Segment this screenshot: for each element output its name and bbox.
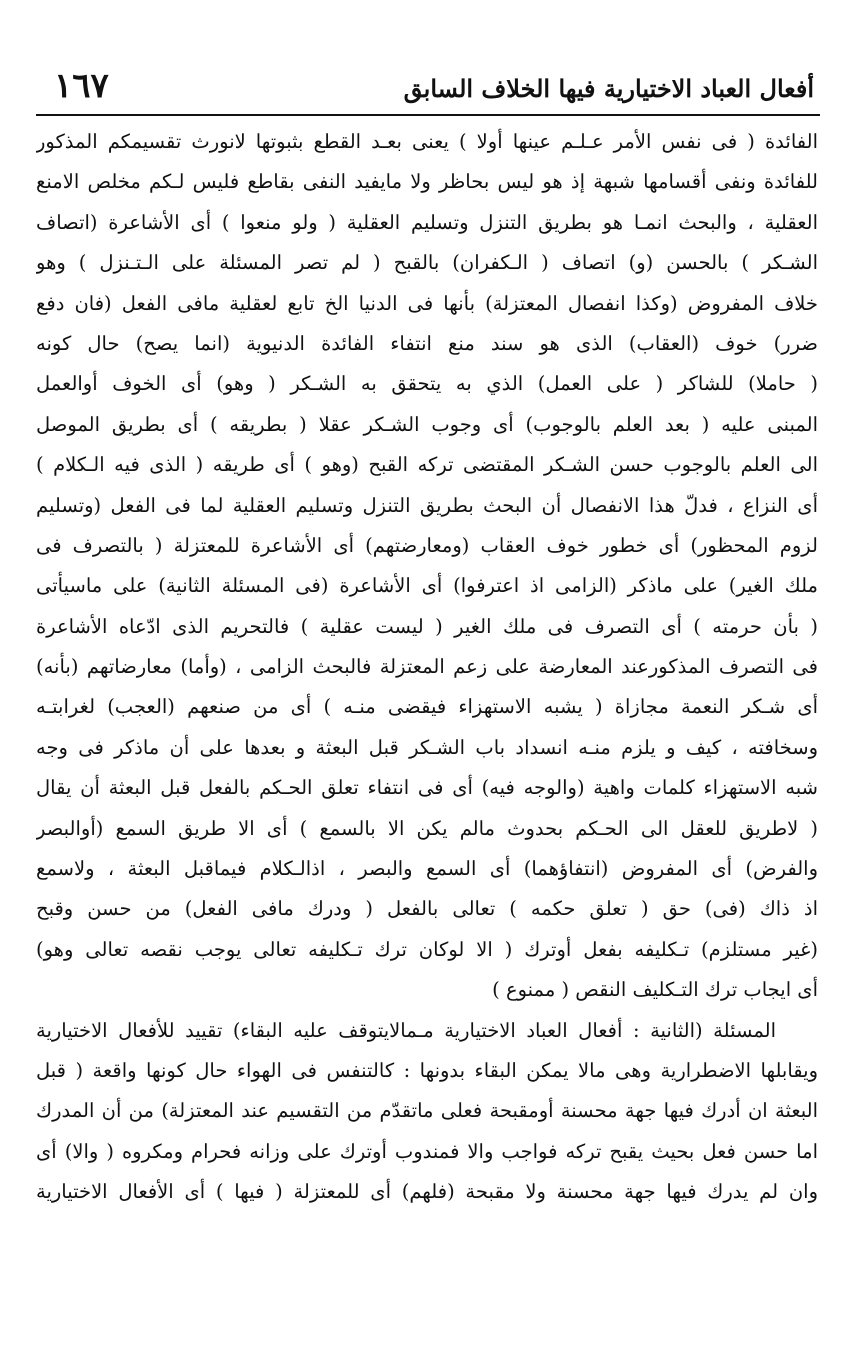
text-line: الى العلم بالوجوب حسن الشـكر المقتضى تركه القبح (وهو ) أى طريقه ( الذى فيه الـكلام ) xyxy=(36,453,818,477)
text-line: ( لاطريق للعقل الى الحـكم بحدوث مالم يكن الا بالسمع ) أى الا طريق السمع (أوالبصر xyxy=(36,816,818,840)
text-line: ويقابلها الاضطرارية وهى مالا يمكن البقاء بدونها : كالتنفس فى الهواء حال كونها واقعة ( قبل xyxy=(36,1058,818,1082)
text-line: لزوم المحظور) أى خطور خوف العقاب (ومعارضتهم) أى الأشاعرة للمعتزلة ( بالتصرف فى xyxy=(36,533,818,557)
text-line: اما حسن فعل بحيث يقبح تركه فواجب والا فمندوب أوترك على وزانه فحرام ومكروه ( والا) أى xyxy=(36,1139,818,1163)
text-line: ملك الغير) على ماذكر (الزامى اذ اعترفوا) أى الأشاعرة (فى المسئلة الثانية) على ماسيأتى xyxy=(36,574,818,598)
text-line: شبه الاستهزاء كلمات واهية (والوجه فيه) أى فى انتفاء تعلق الحـكم بالفعل قبل البعثة أن يقال xyxy=(36,776,818,800)
header-divider xyxy=(36,114,820,116)
text-line: وان لم يدرك فيها جهة محسنة ولا مقبحة (فلهم) أى للمعتزلة ( فيها ) أى الأفعال الاختيارية xyxy=(36,1180,818,1204)
running-title: أفعال العباد الاختيارية فيها الخلاف السابق xyxy=(403,74,814,103)
text-line: أى شـكر النعمة مجازاة ( يشبه الاستهزاء فيقضى منـه ) أى من صنعهم (العجب) لغرابتـه xyxy=(36,695,818,719)
page-number: ١٦٧ xyxy=(54,66,109,106)
text-line: وسخافته ، كيف و يلزم منـه انسداد باب الشـكر قبل البعثة و بعدها على أن ماذكر فى وجه xyxy=(36,735,818,759)
text-line: أى ايجاب ترك التـكليف النقص ( ممنوع ) xyxy=(492,978,818,1002)
text-line: ( حاملا) للشاكر ( على العمل) الذي به يتحقق به الشـكر ( وهو) أى الخوف أوالعمل xyxy=(36,372,818,396)
text-line: العقلية ، والبحث انمـا هو بطريق التنزل وتسليم العقلية ( ولو منعوا ) أى الأشاعرة (اتصاف xyxy=(36,210,818,234)
text-line: خلاف المفروض (وكذا انفصال المعتزلة) بأنها فى الدنيا الخ تابع لعقلية مافى الفعل (فان دفع xyxy=(36,291,818,315)
body-text xyxy=(36,122,818,1213)
text-line: البعثة ان أدرك فيها جهة محسنة أومقبحة فعلى ماتقدّم من التقسيم عند المعتزلة) من أن المدرك xyxy=(36,1099,818,1123)
page-header xyxy=(36,66,820,110)
text-line: الشـكر ) بالحسن (و) اتصاف ( الـكفران) بالقبح ( لم تصر المسئلة على الـتـنزل ) وهو xyxy=(36,251,818,275)
text-line: ضرر) خوف (العقاب) الذى هو سند منع انتفاء الفائدة الدنيوية (انما يصح) حال كونه xyxy=(36,331,818,355)
text-line: والفرض) أى المفروض (انتفاؤهما) أى السمع والبصر ، اذالـكلام فيماقبل البعثة ، ولاسمع xyxy=(36,857,818,881)
text-line: المبنى عليه ( بعد العلم بالوجوب) أى وجوب الشـكر عقلا ( بطريقه ) أى بطريق الموصل xyxy=(36,412,818,436)
text-line: اذ ذاك (فى) حق ( تعلق حكمه ) تعالى بالفعل ( ودرك مافى الفعل) من حسن وقبح xyxy=(36,897,818,921)
text-line: ( بأن حرمته ) أى التصرف فى ملك الغير ( ليست عقلية ) فالتحريم الذى ادّعاه الأشاعرة xyxy=(36,614,818,638)
text-line: أى النزاع ، فدلّ هذا الانفصال أن البحث بطريق التنزل وتسليم العقلية لما فى الفعل (وتسليم xyxy=(36,493,818,517)
text-line: فى التصرف المذكورعند المعارضة على زعم المعتزلة فالبحث الزامى ، (وأما) معارضاتهم (بأنه) xyxy=(36,655,818,679)
text-line: للفائدة ونفى أقسامها شبهة إذ هو ليس بحاظر ولا مايفيد النفى بقاطع فليس لـكم مخلص الامنع xyxy=(36,170,818,194)
text-line: الفائدة ( فى نفس الأمر عـلـم عينها أولا ) يعنى بعـد القطع بثبوتها لانورث تقسيمكم المذكور xyxy=(36,130,818,153)
text-line: (غير مستلزم) تـكليفه بفعل أوترك ( الا لوكان ترك تـكليفه تعالى يوجب نقصه تعالى وهو) xyxy=(36,937,818,961)
text-line: المسئلة (الثانية : أفعال العباد الاختيارية مـمالايتوقف عليه البقاء) تقييد للأفعال الاختيارية xyxy=(36,1018,776,1042)
